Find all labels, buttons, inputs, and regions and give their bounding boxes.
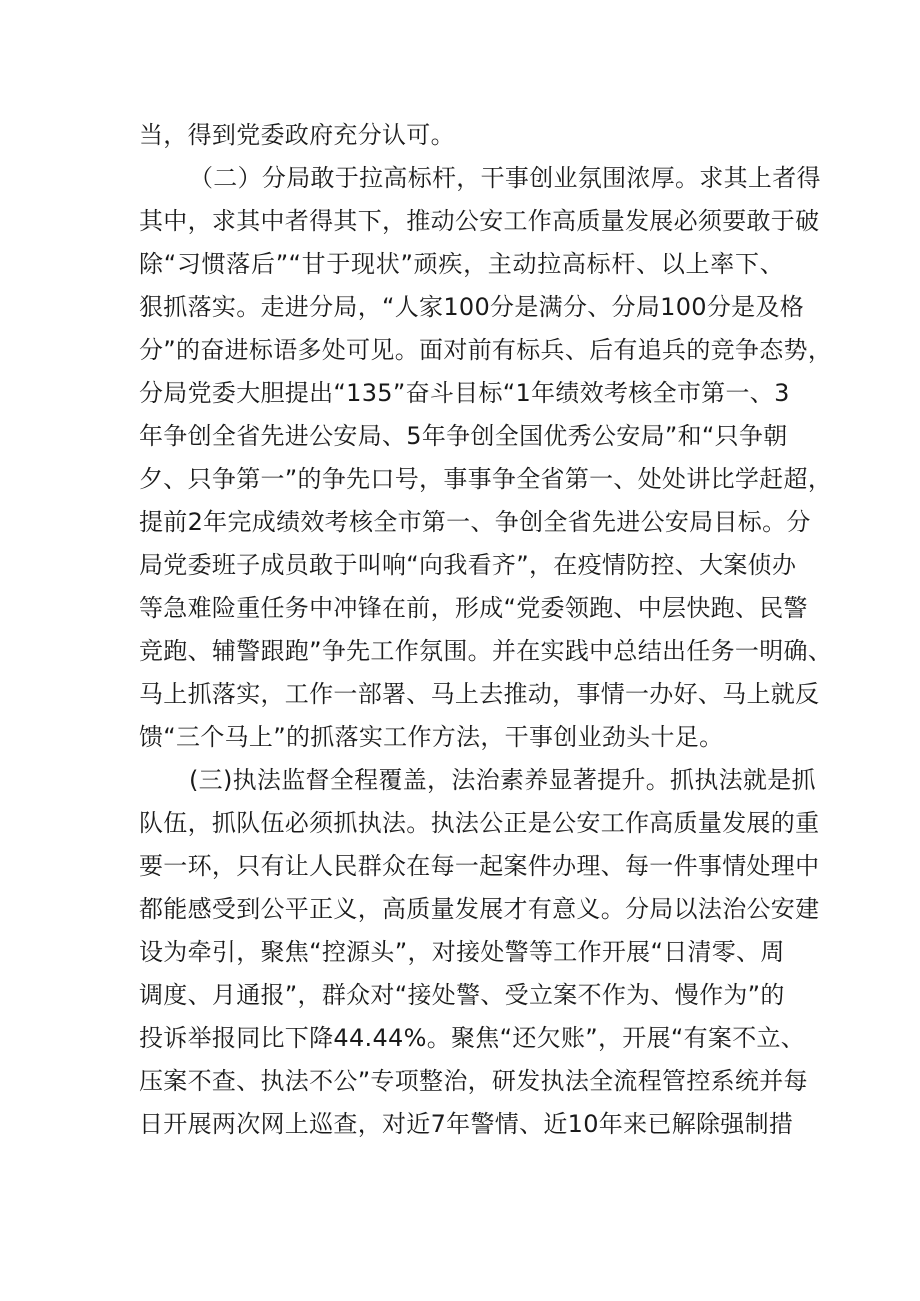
text-line: 等急难险重任务中冲锋在前，形成“党委领跑、中层快跑、民警 [139, 594, 808, 622]
text-line: 年争创全省先进公安局、5年争创全国优秀公安局”和“只争朝 [139, 422, 788, 450]
text-line: 马上抓落实，工作一部署、马上去推动，事情一办好、马上就反 [139, 680, 820, 708]
text-line: 竞跑、辅警跟跑”争先工作氛围。并在实践中总结出任务一明确、 [139, 637, 833, 665]
text-line: 其中，求其中者得其下，推动公安工作高质量发展必须要敢于破 [139, 207, 820, 235]
text-line: (三)执法监督全程覆盖，法治素养显著提升。抓执法就是抓 [189, 766, 816, 794]
text-line: 日开展两次网上巡查，对近7年警情、近10年来已解除强制措 [139, 1110, 794, 1138]
text-line: 设为牵引，聚焦“控源头”，对接处警等工作开展“日清零、周 [139, 938, 785, 966]
text-line: 狠抓落实。走进分局，“人家100分是满分、分局100分是及格 [139, 293, 805, 321]
text-line: 提前2年完成绩效考核全市第一、争创全省先进公安局目标。分 [139, 508, 811, 536]
text-line: 压案不查、执法不公”专项整治，研发执法全流程管控系统并每 [139, 1067, 808, 1095]
text-line: 局党委班子成员敢于叫响“向我看齐”，在疫情防控、大案侦办 [139, 551, 797, 579]
text-line: 投诉举报同比下降44.44%。聚焦“还欠账”，开展“有案不立、 [139, 1024, 806, 1052]
text-line: 队伍，抓队伍必须抓执法。执法公正是公安工作高质量发展的重 [139, 809, 820, 837]
text-line: 都能感受到公平正义，高质量发展才有意义。分局以法治公安建 [139, 895, 820, 923]
body-text [139, 114, 833, 1146]
text-line: 调度、月通报”，群众对“接处警、受立案不作为、慢作为”的 [139, 981, 785, 1009]
text-line: 要一环，只有让人民群众在每一起案件办理、每一件事情处理中 [139, 852, 820, 880]
text-line: 夕、只争第一”的争先口号，事事争全省第一、处处讲比学赶超， [139, 465, 833, 493]
text-line: 当，得到党委政府充分认可。 [139, 121, 455, 149]
text-line: （二）分局敢于拉高标杆，干事创业氛围浓厚。求其上者得 [189, 164, 821, 192]
text-line: 分局党委大胆提出“135”奋斗目标“1年绩效考核全市第一、3 [139, 379, 790, 407]
text-line: 馈“三个马上”的抓落实工作方法，干事创业劲头十足。 [139, 723, 724, 751]
text-line: 除“习惯落后”“甘于现状”顽疾，主动拉高标杆、以上率下、 [139, 250, 784, 278]
text-line: 分”的奋进标语多处可见。面对前有标兵、后有追兵的竞争态势， [139, 336, 833, 364]
